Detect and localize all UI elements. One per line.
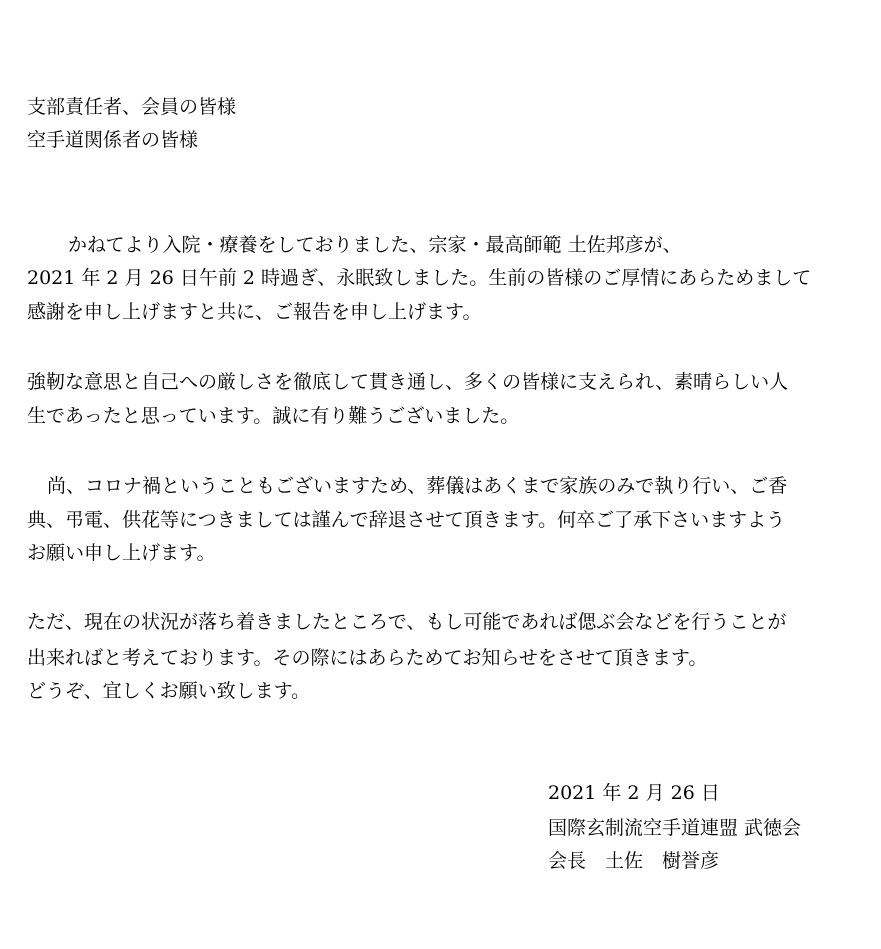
paragraph-line: どうぞ、宜しくお願い致します。 [27,680,311,702]
addressee-branch-members: 支部責任者、会員の皆様 [27,96,237,118]
paragraph-line: 尚、コロナ禍ということもございますため、葬儀はあくまで家族のみで執り行い、ご香 [47,475,788,497]
paragraph-line: かねてより入院・療養をしておりました、宗家・最高師範 土佐邦彦が、 [68,234,682,256]
paragraph-line: 出来ればと考えております。その際にはあらためてお知らせをさせて頂きます。 [27,647,708,669]
paragraph-line: お願い申し上げます。 [27,542,216,564]
addressee-karate-community: 空手道関係者の皆様 [27,129,199,151]
paragraph-line: 生であったと思っています。誠に有り難うございました。 [27,405,520,427]
signature-organization: 国際玄制流空手道連盟 武徳会 [548,817,802,839]
paragraph-line: ただ、現在の状況が落ち着きましたところで、もし可能であれば偲ぶ会などを行うことが [27,611,787,633]
paragraph-line: 典、弔電、供花等につきましては謹んで辞退させて頂きます。何卒ご了承下さいますよう [27,509,786,531]
signature-name: 会長 土佐 樹誉彦 [548,850,720,872]
paragraph-line: 2021 年 2 月 26 日午前 2 時過ぎ、永眠致しました。生前の皆様のご厚情にあらためまして [27,267,812,289]
paragraph-line: 強靭な意思と自己への厳しさを徹底して貫き通し、多くの皆様に支えられ、素晴らしい人 [27,371,789,393]
signature-date: 2021 年 2 月 26 日 [548,782,720,804]
paragraph-line: 感謝を申し上げますと共に、ご報告を申し上げます。 [27,301,482,323]
